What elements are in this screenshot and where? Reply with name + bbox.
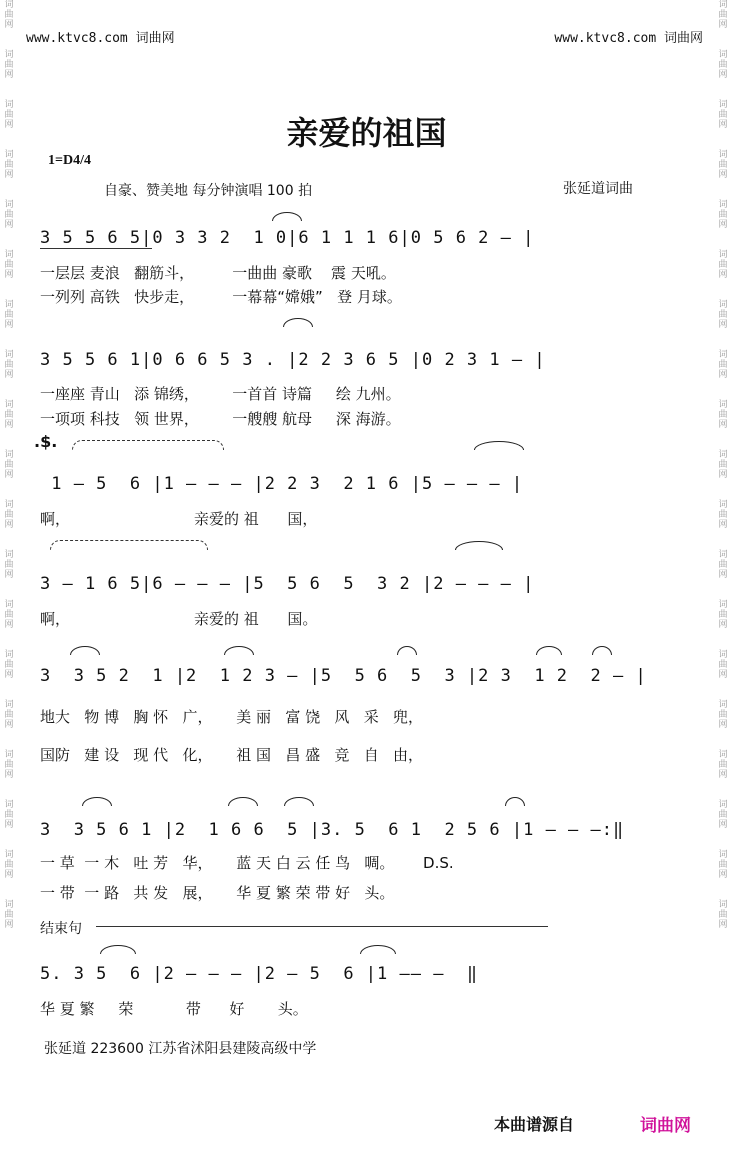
notation-line-1: 3 5 5 6 5|0 3 3 2 1 0|6 1 1 1 6|0 5 6 2 — |: [40, 228, 535, 248]
tie-mark: [100, 945, 136, 954]
edge-watermark-text: 词 曲 网: [4, 550, 14, 580]
beam-line: [40, 248, 152, 249]
edge-watermark-text: 词 曲 网: [4, 650, 14, 680]
edge-watermark-text: 词 曲 网: [4, 500, 14, 530]
edge-watermark-text: 词 曲 网: [718, 750, 728, 780]
lyric-ending: 华 夏 繁 荣 带 好 头。: [40, 1000, 308, 1018]
lyric-line-5-verse-2: 国防 建 设 现 代 化， 祖 国 昌 盛 竞 自 由，: [40, 746, 424, 764]
tie-mark: [455, 541, 503, 550]
edge-watermark-text: 词 曲 网: [718, 900, 728, 930]
edge-watermark-text: 词 曲 网: [4, 450, 14, 480]
composer-credit: 张延道词曲: [563, 181, 633, 197]
notation-line-2: 3 5 5 6 1|0 6 6 5 3 . |2 2 3 6 5 |0 2 3 1 — |: [40, 350, 546, 370]
tie-mark: [224, 646, 254, 655]
lyric-line-2-verse-1: 一座座 青山 添 锦绣， 一首首 诗篇 绘 九州。: [40, 385, 401, 403]
edge-watermark-text: 词 曲 网: [718, 500, 728, 530]
edge-watermark-text: 词 曲 网: [718, 700, 728, 730]
edge-watermark-text: 词 曲 网: [4, 850, 14, 880]
notation-line-6: 3 3 5 6 1 |2 1 6 6 5 |3. 5 6 1 2 5 6 |1 — — —:‖: [40, 820, 625, 840]
edge-watermark-text: 词 曲 网: [718, 100, 728, 130]
edge-watermark-text: 词 曲 网: [718, 800, 728, 830]
source-label: 本曲谱源自: [494, 1115, 575, 1134]
lyric-line-1-verse-1: 一层层 麦浪 翻筋斗， 一曲曲 豪歌 震 天吼。: [40, 264, 396, 282]
edge-watermark-text: 词 曲 网: [718, 250, 728, 280]
tie-mark: [283, 318, 313, 327]
site-url-right: www.ktvc8.com 词曲网: [554, 31, 703, 46]
lyric-line-1-verse-2: 一列列 高铁 快步走， 一幕幕“嫦娥” 登 月球。: [40, 288, 402, 306]
segno-mark: .$.: [34, 432, 58, 451]
ending-bracket-line: [96, 926, 548, 927]
tie-mark: [592, 646, 612, 655]
lyric-line-6-verse-1: 一 草 一 木 吐 芳 华， 蓝 天 白 云 任 鸟 啁。 D.S.: [40, 854, 454, 872]
edge-watermark-text: 词 曲 网: [718, 150, 728, 180]
notation-ending: 5. 3 5 6 |2 — — — |2 — 5 6 |1 —— — ‖: [40, 964, 479, 984]
notation-line-4: 3 — 1 6 5|6 — — — |5 5 6 5 3 2 |2 — — — |: [40, 574, 535, 594]
phrase-slur: [72, 440, 224, 450]
edge-watermark-text: 词 曲 网: [718, 350, 728, 380]
tie-mark: [360, 945, 396, 954]
song-title: 亲爱的祖国: [286, 114, 447, 152]
edge-watermark-text: 词 曲 网: [4, 600, 14, 630]
tie-mark: [505, 797, 525, 806]
tempo-marking: 自豪、赞美地 每分钟演唱 100 拍: [104, 183, 313, 199]
edge-watermark-text: 词 曲 网: [4, 200, 14, 230]
edge-watermark-text: 词 曲 网: [4, 0, 14, 30]
tie-mark: [82, 797, 112, 806]
notation-line-5: 3 3 5 2 1 |2 1 2 3 — |5 5 6 5 3 |2 3 1 2 2 — |: [40, 666, 647, 686]
edge-watermark-text: 词 曲 网: [718, 450, 728, 480]
edge-watermark-text: 词 曲 网: [718, 200, 728, 230]
phrase-slur: [50, 540, 208, 550]
tie-mark: [474, 441, 524, 450]
edge-watermark-text: 词 曲 网: [4, 100, 14, 130]
lyric-line-5-verse-1: 地大 物 博 胸 怀 广， 美 丽 富 饶 风 采 兜，: [40, 708, 424, 726]
edge-watermark-text: 词 曲 网: [4, 400, 14, 430]
edge-watermark-text: 词 曲 网: [4, 800, 14, 830]
tie-mark: [272, 212, 302, 221]
edge-watermark-text: 词 曲 网: [4, 350, 14, 380]
tie-mark: [70, 646, 100, 655]
tie-mark: [536, 646, 562, 655]
edge-watermark-text: 词 曲 网: [4, 250, 14, 280]
lyric-line-4: 啊， 亲爱的 祖 国。: [40, 610, 318, 628]
site-url-left: www.ktvc8.com 词曲网: [26, 31, 175, 46]
edge-watermark-text: 词 曲 网: [718, 300, 728, 330]
tie-mark: [397, 646, 417, 655]
ending-label: 结束句: [40, 921, 82, 937]
source-brand[interactable]: 词曲网: [640, 1116, 691, 1136]
edge-watermark-text: 词 曲 网: [718, 650, 728, 680]
edge-watermark-text: 词 曲 网: [718, 50, 728, 80]
lyric-line-3: 啊， 亲爱的 祖 国，: [40, 510, 318, 528]
edge-watermark-text: 词 曲 网: [718, 550, 728, 580]
lyric-line-2-verse-2: 一项项 科技 领 世界， 一艘艘 航母 深 海游。: [40, 410, 401, 428]
author-address: 张延道 223600 江苏省沭阳县建陵高级中学: [44, 1041, 317, 1057]
edge-watermark-text: 词 曲 网: [718, 850, 728, 880]
edge-watermark-text: 词 曲 网: [4, 300, 14, 330]
edge-watermark-text: 词 曲 网: [4, 700, 14, 730]
edge-watermark-text: 词 曲 网: [4, 900, 14, 930]
edge-watermark-text: 词 曲 网: [718, 600, 728, 630]
edge-watermark-text: 词 曲 网: [4, 150, 14, 180]
notation-line-3: 1 — 5 6 |1 — — — |2 2 3 2 1 6 |5 — — — |: [40, 474, 524, 494]
edge-watermark-text: 词 曲 网: [4, 750, 14, 780]
tie-mark: [228, 797, 258, 806]
edge-watermark-text: 词 曲 网: [718, 0, 728, 30]
lyric-line-6-verse-2: 一 带 一 路 共 发 展， 华 夏 繁 荣 带 好 头。: [40, 884, 395, 902]
key-signature: 1=D4/4: [48, 153, 91, 168]
edge-watermark-text: 词 曲 网: [4, 50, 14, 80]
tie-mark: [284, 797, 314, 806]
edge-watermark-text: 词 曲 网: [718, 400, 728, 430]
